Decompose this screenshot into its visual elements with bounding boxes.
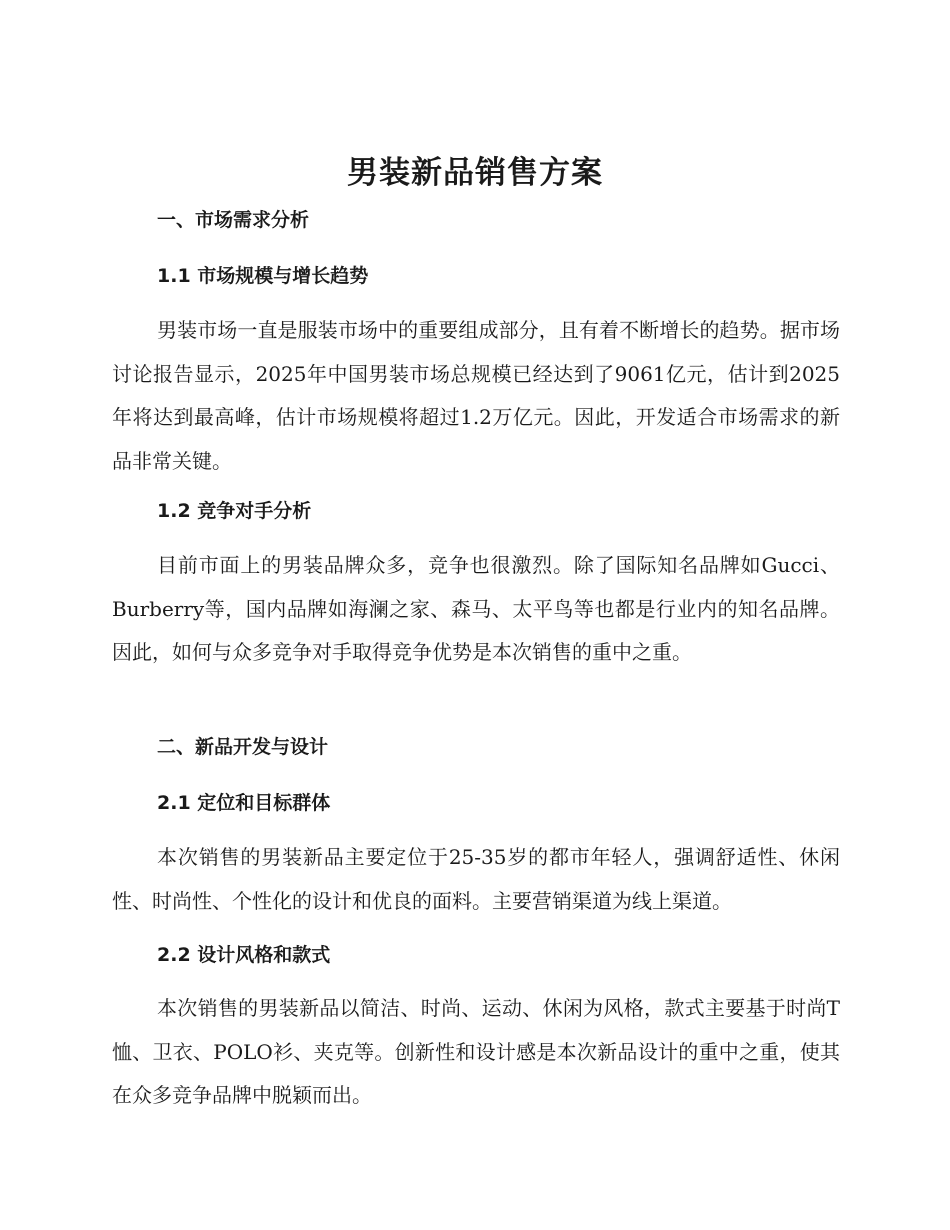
subsection-heading-competitors: 1.2 竞争对手分析 xyxy=(157,500,312,522)
subsection-heading-positioning: 2.1 定位和目标群体 xyxy=(157,792,331,814)
subsection-heading-design-style: 2.2 设计风格和款式 xyxy=(157,944,331,966)
section-heading-market-demand: 一、市场需求分析 xyxy=(157,209,310,231)
paragraph-design-style: 本次销售的男装新品以简洁、时尚、运动、休闲为风格，款式主要基于时尚T恤、卫衣、POLO衫、夹克等。创新性和设计感是本次新品设计的重中之重，使其在众多竞争品牌中脱颖而出。 xyxy=(112,996,840,1108)
subsection-heading-market-size: 1.1 市场规模与增长趋势 xyxy=(157,265,369,287)
paragraph-competitors: 目前市面上的男装品牌众多，竞争也很激烈。除了国际知名品牌如Gucci、Burberry等，国内品牌如海澜之家、森马、太平鸟等也都是行业内的知名品牌。因此，如何与众多竞争对手取得竞争优势是本次销售的重中之重。 xyxy=(112,553,840,665)
paragraph-positioning: 本次销售的男装新品主要定位于25-35岁的都市年轻人，强调舒适性、休闲性、时尚性、个性化的设计和优良的面料。主要营销渠道为线上渠道。 xyxy=(112,845,840,913)
paragraph-market-size: 男装市场一直是服装市场中的重要组成部分，且有着不断增长的趋势。据市场讨论报告显示，2025年中国男装市场总规模已经达到了9061亿元，估计到2025年将达到最高峰，估计市场规模将超过1.2万亿元。因此，开发适合市场需求的新品非常关键。 xyxy=(112,318,840,473)
document-title: 男装新品销售方案 xyxy=(347,155,603,191)
section-heading-product-design: 二、新品开发与设计 xyxy=(157,736,329,758)
